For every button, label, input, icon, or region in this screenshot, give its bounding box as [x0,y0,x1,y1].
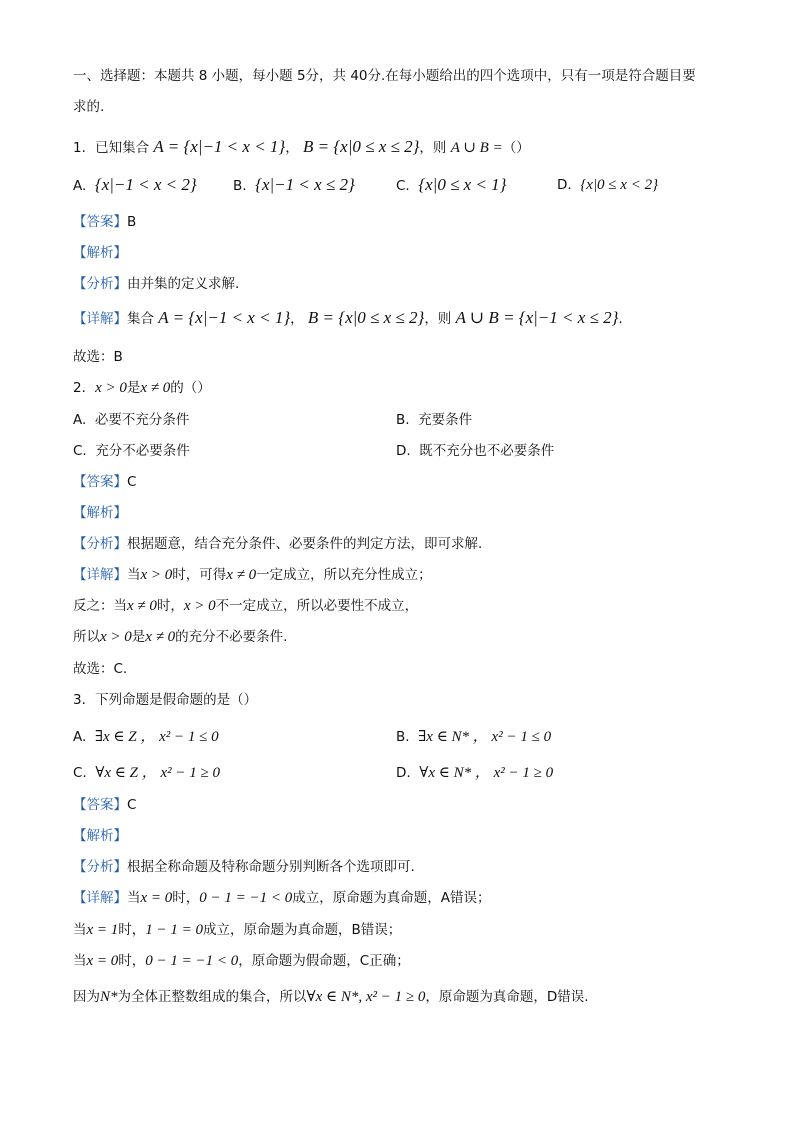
q3-fenxi: 【分析】根据全称命题及特称命题分别判断各个选项即可. [73,859,415,875]
q1-choose: 故选：B [73,349,123,365]
q2-analysis-label: 【解析】 [73,505,127,521]
q2-answer: 【答案】C [73,474,137,490]
q2-option-d: D. 既不充分也不必要条件 [396,443,555,459]
q1-stem: 1．已知集合 A = {x|−1 < x < 1}， B = {x|0 ≤ x ≤ 2}，则 A ∪ B =（） [73,137,530,156]
q3-stem: 3．下列命题是假命题的是（） [73,692,258,708]
q3-detail-2: 当x = 1时，1 − 1 = 0成立，原命题为真命题，B错误； [73,922,402,938]
q2-option-b: B. 充要条件 [396,412,473,428]
q2-stem: 2．x > 0是x ≠ 0的（） [73,380,211,396]
q1-detail: 【详解】集合 A = {x|−1 < x < 1}， B = {x|0 ≤ x ≤ 2}，则 A ∪ B = {x|−1 < x ≤ 2}. [73,308,623,327]
q3-detail-4: 因为N*为全体正整数组成的集合，所以∀x ∈ N*, x² − 1 ≥ 0，原命题为真命题，D错误. [73,989,589,1005]
q3-detail-3: 当x = 0时，0 − 1 = −1 < 0，原命题为假命题，C正确； [73,953,410,969]
q2-fenxi: 【分析】根据题意，结合充分条件、必要条件的判定方法，即可求解. [73,536,483,552]
q2-choose: 故选：C. [73,661,128,677]
q3-answer: 【答案】C [73,797,137,813]
q1-option-c: C. {x|0 ≤ x < 1} [396,175,507,194]
q3-option-b: B. ∃x ∈ N* ， x² − 1 ≤ 0 [396,729,552,745]
q3-option-a: A. ∃x ∈ Z ， x² − 1 ≤ 0 [73,729,219,745]
q1-answer: 【答案】B [73,214,137,230]
q1-option-a: A. {x|−1 < x < 2} [73,175,197,194]
q1-option-b: B. {x|−1 < x ≤ 2} [233,175,355,194]
section-heading-cont: 求的. [73,99,105,115]
q2-detail-3: 所以x > 0是x ≠ 0的充分不必要条件. [73,629,288,645]
q1-fenxi: 【分析】由并集的定义求解. [73,276,240,292]
section-heading: 一、选择题：本题共 8 小题，每小题 5分，共 40分.在每小题给出的四个选项中，只有一项是符合题目要 [73,68,696,84]
q3-detail-1: 【详解】当x = 0时，0 − 1 = −1 < 0成立，原命题为真命题，A错误； [73,890,491,906]
q1-analysis-label: 【解析】 [73,245,127,261]
q1-option-d: D. {x|0 ≤ x < 2} [557,177,659,193]
q2-detail-1: 【详解】当x > 0时，可得x ≠ 0一定成立，所以充分性成立； [73,567,432,583]
q3-analysis-label: 【解析】 [73,828,127,844]
q2-option-c: C. 充分不必要条件 [73,443,190,459]
q2-detail-2: 反之：当x ≠ 0时，x > 0不一定成立，所以必要性不成立， [73,598,419,614]
q3-option-d: D. ∀x ∈ N* ， x² − 1 ≥ 0 [396,765,554,781]
q3-option-c: C. ∀x ∈ Z ， x² − 1 ≥ 0 [73,765,220,781]
q2-option-a: A. 必要不充分条件 [73,412,190,428]
